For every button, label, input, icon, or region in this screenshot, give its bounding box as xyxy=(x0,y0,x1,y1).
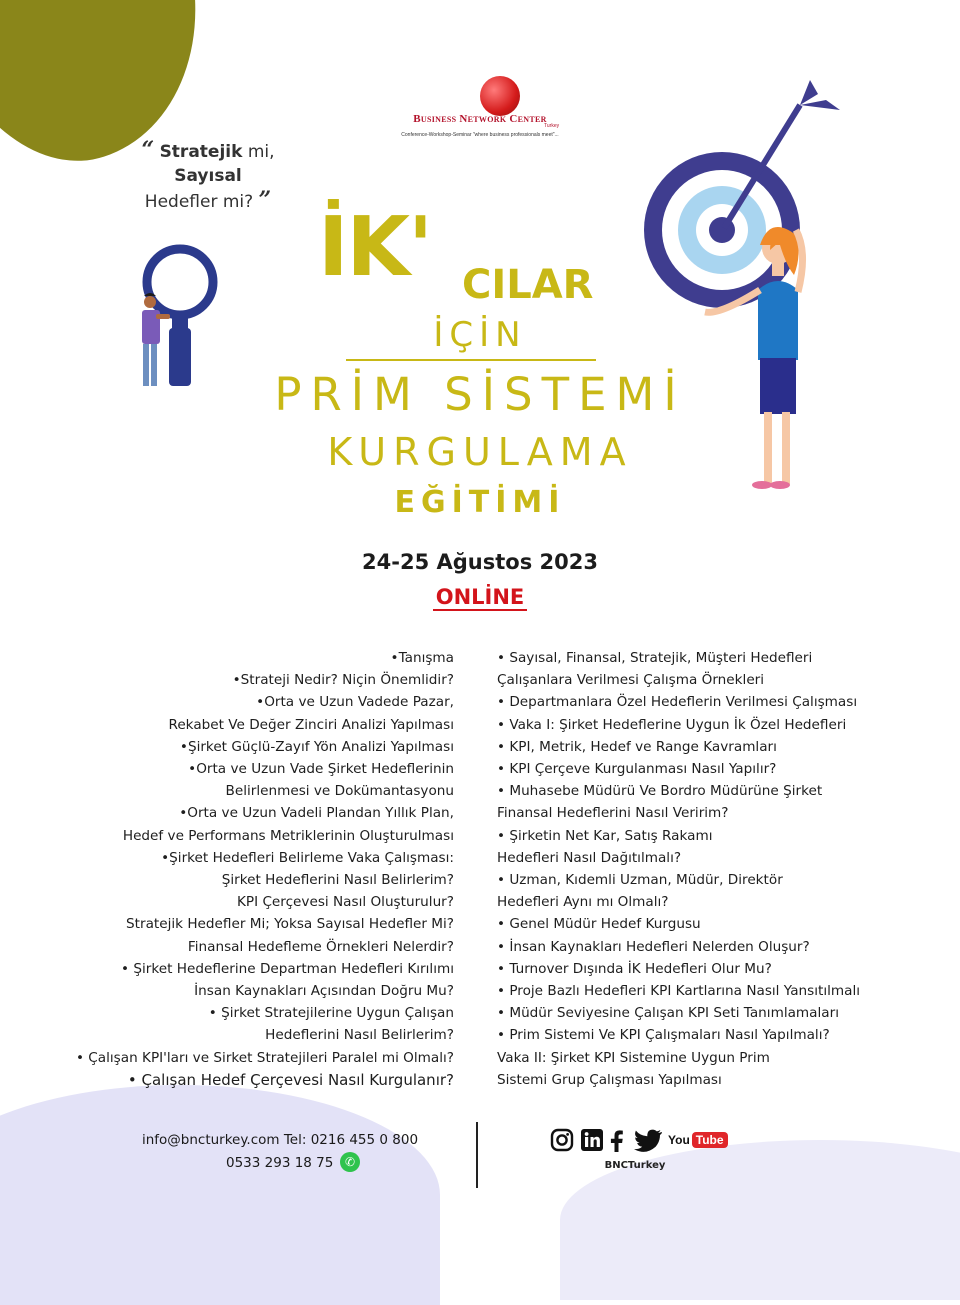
social-handle: BNCTurkey xyxy=(604,1160,666,1171)
topic-line: •Strateji Nedir? Niçin Önemlidir? xyxy=(232,672,454,689)
topic-line: • KPI, Metrik, Hedef ve Range Kavramları xyxy=(497,738,777,755)
topic-line: • İnsan Kaynakları Hedefleri Nelerden Oluşur? xyxy=(497,938,810,955)
close-quote-icon: ” xyxy=(258,187,272,213)
title-egitimi: EĞİTİMİ xyxy=(394,485,566,520)
title-prim-sistemi: PRİM SİSTEMİ xyxy=(274,368,686,421)
event-format: ONLİNE xyxy=(435,585,525,609)
topic-line: • Şirket Stratejilerine Uygun Çalışan xyxy=(208,1005,454,1022)
topic-line: • Vaka I: Şirket Hedeflerine Uygun İk Özel Hedefleri xyxy=(497,716,847,733)
title-icin: İÇİN xyxy=(433,315,527,355)
logo-globe-icon xyxy=(480,76,520,116)
topic-line: • Çalışan Hedef Çerçevesi Nasıl Kurgulanır? xyxy=(127,1070,454,1089)
topic-line: •Orta ve Uzun Vadeli Plandan Yıllık Plan, xyxy=(179,805,454,822)
topic-line: • Turnover Dışında İK Hedefleri Olur Mu? xyxy=(497,960,772,977)
topic-line: Çalışanlara Verilmesi Çalışma Örnekleri xyxy=(497,672,765,689)
title-kurgulama: KURGULAMA xyxy=(327,430,633,474)
event-format-underline xyxy=(433,609,527,611)
linkedin-icon[interactable] xyxy=(580,1128,604,1152)
topic-line: Vaka II: Şirket KPI Sistemine Uygun Prim xyxy=(497,1049,770,1066)
topic-line: • Departmanlara Özel Hedeflerin Verilmesi Çalışması xyxy=(497,694,858,711)
topic-line: • Müdür Seviyesine Çalışan KPI Seti Tanımlamaları xyxy=(497,1005,839,1022)
topic-line: • Sayısal, Finansal, Stratejik, Müşteri Hedefleri xyxy=(497,650,813,666)
topic-line: Şirket Hedeflerini Nasıl Belirlerim? xyxy=(221,872,454,889)
topic-line: Hedeflerini Nasıl Belirlerim? xyxy=(265,1027,454,1044)
title-ik: İK' xyxy=(318,200,432,295)
facebook-icon[interactable] xyxy=(607,1128,625,1152)
twitter-icon[interactable] xyxy=(634,1128,662,1152)
topic-line: • Genel Müdür Hedef Kurgusu xyxy=(497,916,701,933)
topic-line: •Şirket Hedefleri Belirleme Vaka Çalışması: xyxy=(161,849,454,866)
contact-mobile[interactable]: 0533 293 18 75 xyxy=(226,1155,334,1171)
topic-line: • Muhasebe Müdürü Ve Bordro Müdürüne Şirket xyxy=(497,783,823,800)
quote-line2: Sayısal xyxy=(174,166,242,186)
topic-line: • KPI Çerçeve Kurgulanması Nasıl Yapılır? xyxy=(497,761,777,778)
logo-brand: Business Network Center xyxy=(413,113,547,125)
youtube-tube-label: Tube xyxy=(692,1132,728,1148)
topic-line: Sistemi Grup Çalışması Yapılması xyxy=(497,1071,722,1088)
bottom-wave-left xyxy=(0,1085,440,1305)
instagram-icon[interactable] xyxy=(550,1128,574,1152)
title-divider xyxy=(346,359,596,361)
topic-line: •Orta ve Uzun Vadede Pazar, xyxy=(256,694,454,711)
quote-line3: Hedefler mi? xyxy=(144,192,254,212)
youtube-you-label: You xyxy=(668,1132,690,1147)
topic-line: Finansal Hedeflerini Nasıl Veririm? xyxy=(497,805,729,822)
topics-right-list xyxy=(497,647,937,1091)
quote-line1-rest: mi, xyxy=(247,142,275,162)
topic-line: Finansal Hedefleme Örnekleri Nelerdir? xyxy=(187,938,454,955)
topic-line: Hedef ve Performans Metriklerinin Oluşturulması xyxy=(122,827,454,844)
topic-line: Hedefleri Aynı mı Olmalı? xyxy=(497,894,669,911)
title-cilar: CILAR xyxy=(462,262,594,308)
youtube-icon[interactable] xyxy=(668,1131,728,1151)
topic-line: • Uzman, Kıdemli Uzman, Müdür, Direktör xyxy=(497,872,783,889)
topic-line: Belirlenmesi ve Dokümantasyonu xyxy=(225,783,454,800)
topic-line: • Şirketin Net Kar, Satış Rakamı xyxy=(497,827,713,844)
logo-region: Turkey xyxy=(544,123,560,129)
magnifier-person-illustration xyxy=(130,240,230,390)
topic-line: •Şirket Güçlü-Zayıf Yön Analizi Yapılması xyxy=(179,738,454,755)
topic-line: • Prim Sistemi Ve KPI Çalışmaları Nasıl Yapılmalı? xyxy=(497,1027,830,1044)
topic-line: KPI Çerçevesi Nasıl Oluşturulur? xyxy=(237,894,454,911)
quote-line1-bold: Stratejik xyxy=(159,142,243,162)
contact-email-phone[interactable]: info@bncturkey.com Tel: 0216 455 0 800 xyxy=(141,1132,419,1148)
topic-line: İnsan Kaynakları Açısından Doğru Mu? xyxy=(194,983,454,1000)
topic-line: •Orta ve Uzun Vade Şirket Hedeflerinin xyxy=(188,761,454,778)
topic-line: • Proje Bazlı Hedefleri KPI Kartlarına Nasıl Yansıtılmalı xyxy=(497,983,861,1000)
topic-line: Stratejik Hedefler Mi; Yoksa Sayısal Hedefler Mi? xyxy=(126,916,454,933)
event-date: 24-25 Ağustos 2023 xyxy=(362,550,598,574)
topic-line: •Tanışma xyxy=(390,650,454,666)
topic-line: • Çalışan KPI'ları ve Sirket Stratejileri Paralel mi Olmalı? xyxy=(75,1049,454,1066)
topic-line: Hedefleri Nasıl Dağıtılmalı? xyxy=(497,849,682,866)
topics-left-list xyxy=(40,647,454,1091)
quote-block xyxy=(98,138,318,214)
open-quote-icon: “ xyxy=(141,137,155,163)
logo-tagline: Conference-Workshop-Seminar "where business professionals meet"... xyxy=(401,132,559,138)
topic-line: Rekabet Ve Değer Zinciri Analizi Yapılması xyxy=(168,716,454,733)
footer-divider xyxy=(476,1122,478,1188)
whatsapp-icon[interactable]: ✆ xyxy=(340,1152,360,1172)
topic-line: • Şirket Hedeflerine Departman Hedefleri Kırılımı xyxy=(121,960,454,977)
